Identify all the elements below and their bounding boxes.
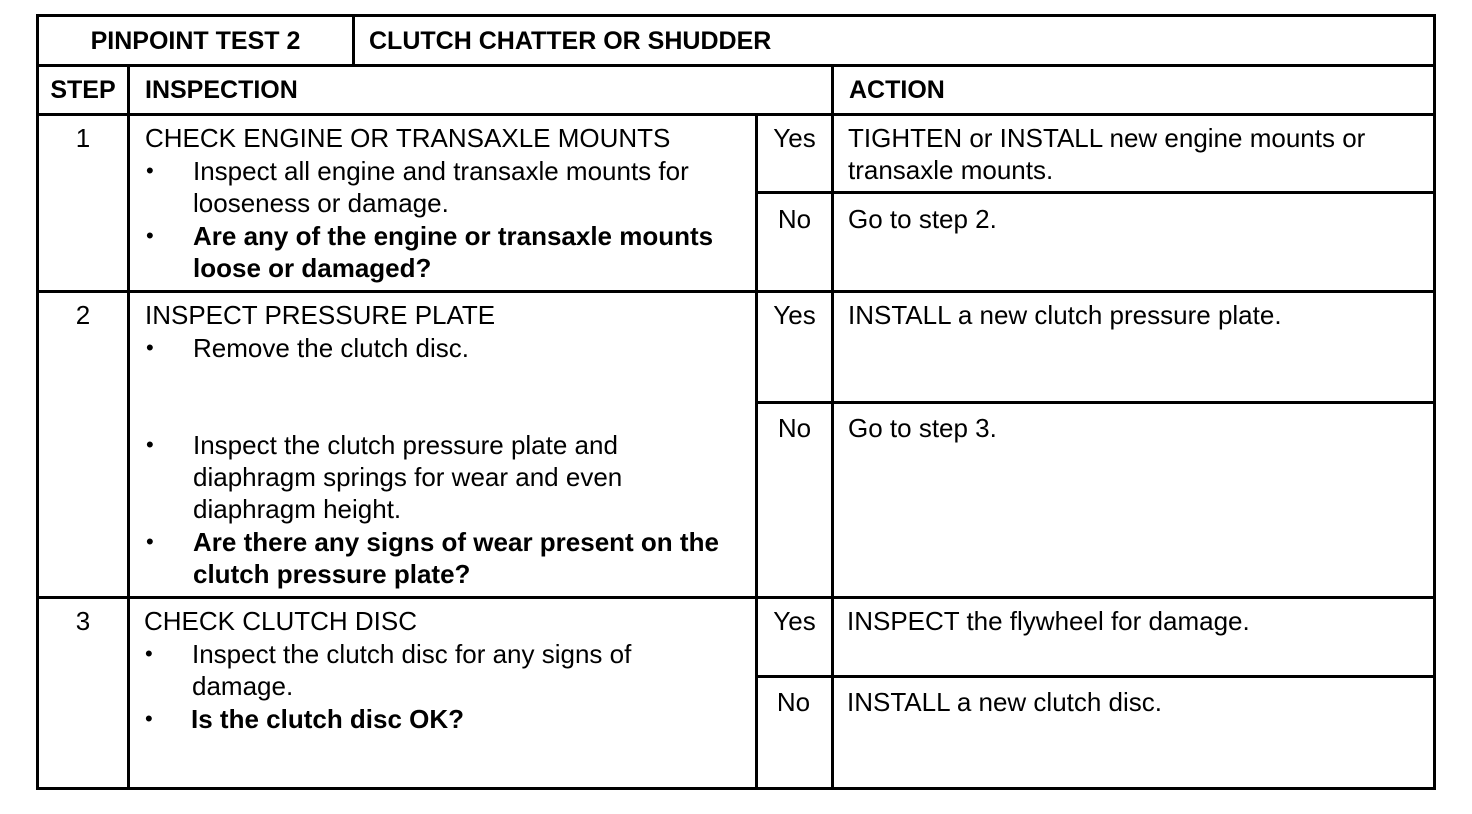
rule-step1-bottom (38, 290, 1436, 293)
step-title: INSPECT PRESSURE PLATE (145, 300, 496, 330)
inspection-line: looseness or damage. (193, 188, 449, 218)
inspection-question-line: loose or damaged? (193, 253, 432, 283)
inspection-line: damage. (192, 671, 294, 701)
inspection-question-line: Is the clutch disc OK? (191, 704, 465, 734)
rule-top (38, 14, 1436, 17)
step-title: CHECK CLUTCH DISC (144, 606, 418, 636)
rule-step2-mid (757, 401, 1436, 404)
bullet-mark: • (146, 335, 154, 360)
step-number: 2 (75, 300, 91, 330)
rule-header-bottom (38, 64, 1436, 67)
bullet-mark: • (146, 529, 154, 554)
no-action-line: INSTALL a new clutch disc. (847, 687, 1163, 717)
yes-action-line: INSTALL a new clutch pressure plate. (848, 300, 1282, 330)
yes-action-line: INSPECT the flywheel for damage. (847, 606, 1250, 636)
yes-label: Yes (773, 606, 816, 636)
no-label: No (776, 687, 811, 717)
rule-colhead-bottom (38, 113, 1436, 116)
step-title: CHECK ENGINE OR TRANSAXLE MOUNTS (145, 123, 671, 153)
no-action-line: Go to step 3. (848, 413, 997, 443)
rule-title-divider (352, 14, 355, 66)
no-label: No (777, 204, 812, 234)
column-header-step: STEP (50, 76, 116, 104)
yes-label: Yes (773, 123, 816, 153)
inspection-line: Inspect all engine and transaxle mounts for (193, 156, 689, 186)
inspection-line: diaphragm height. (193, 494, 402, 524)
inspection-line: Inspect the clutch disc for any signs of (192, 639, 632, 669)
inspection-question-line: Are any of the engine or transaxle mounts (193, 221, 714, 251)
column-header-inspection: INSPECTION (145, 76, 298, 104)
step-number: 1 (75, 123, 91, 153)
inspection-line: Remove the clutch disc. (193, 333, 470, 363)
bullet-mark: • (145, 641, 153, 666)
inspection-line: diaphragm springs for wear and even (193, 462, 623, 492)
bullet-mark: • (146, 223, 154, 248)
no-action-line: Go to step 2. (848, 204, 997, 234)
inspection-question-line: clutch pressure plate? (193, 559, 471, 589)
bullet-mark: • (146, 158, 154, 183)
yes-action-line: transaxle mounts. (848, 155, 1054, 185)
bullet-mark: • (146, 432, 154, 457)
rule-bottom (38, 787, 1436, 790)
bullet-mark: • (145, 706, 153, 731)
test-label: PINPOINT TEST 2 (90, 27, 301, 55)
yes-action-line: TIGHTEN or INSTALL new engine mounts or (848, 123, 1366, 153)
inspection-question-line: Are there any signs of wear present on the (193, 527, 719, 557)
rule-step3-mid (757, 675, 1436, 678)
column-header-action: ACTION (849, 76, 945, 104)
rule-step2-bottom (38, 596, 1436, 599)
yes-label: Yes (773, 300, 816, 330)
step-number: 3 (75, 606, 91, 636)
rule-step-col (127, 64, 130, 790)
inspection-line: Inspect the clutch pressure plate and (193, 430, 618, 460)
rule-step1-mid (757, 191, 1436, 194)
no-label: No (777, 413, 812, 443)
rule-action-col (831, 64, 834, 790)
rule-right (1433, 14, 1436, 790)
test-title: CLUTCH CHATTER OR SHUDDER (369, 27, 772, 55)
